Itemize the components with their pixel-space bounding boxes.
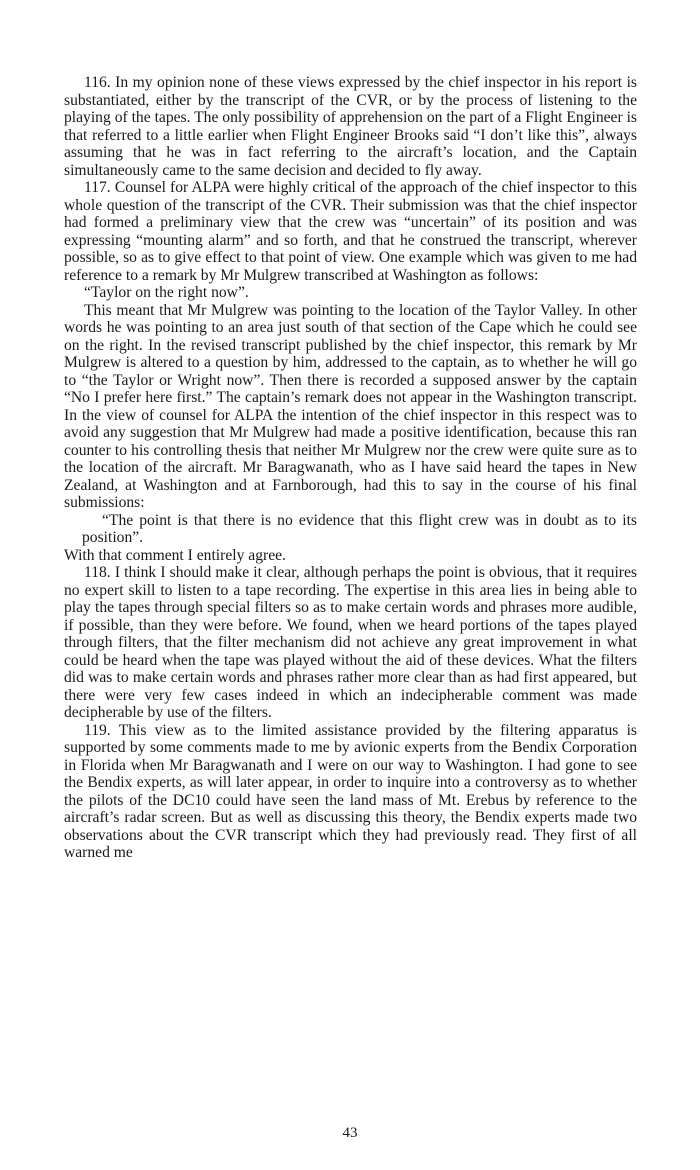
page-number: 43 <box>342 1125 358 1141</box>
paragraph-agreement: With that comment I entirely agree. <box>64 546 286 564</box>
paragraph-116: 116. In my opinion none of these views expressed by the chief inspector in his report is substantiated, either by the transcript of the CVR, or by the process of listening to the playing of the tapes. The only possibility of apprehension on the part of a Flight Engineer is that referred to a little earlier when Flight Engineer Brooks said “I don’t like this”, always assuming that he was in fact referring to the aircraft’s location, and the Captain simultaneously came to the same decision and decided to fly away. <box>64 74 637 179</box>
quote-baragwanath: “The point is that there is no evidence that this flight crew was in doubt as to its position”. <box>82 511 637 546</box>
paragraph-118: 118. I think I should make it clear, although perhaps the point is obvious, that it requires no expert skill to listen to a tape recording. The expertise in this area lies in being able to play the tapes through special filters so as to make certain words and phrases more audible, if possible, than they were before. We found, when we heard portions of the tapes played through filters, that the filter mechanism did not achieve any great improvement in what could be heard when the tape was played without the aid of these devices. What the filters did was to make certain words and phrases rather more clear than as had first appeared, but there were very few cases indeed in which an indecipherable comment was made decipherable by use of the filters. <box>64 564 637 721</box>
paragraph-117: 117. Counsel for ALPA were highly critical of the approach of the chief inspector to this whole question of the transcript of the CVR. Their submission was that the chief inspector had formed a preliminary view that the crew was “uncertain” of its position and was expressing “mounting alarm” and so forth, and that he construed the transcript, wherever possible, so as to give effect to that point of view. One example which was given to me had reference to a remark by Mr Mulgrew transcribed at Washington as follows: <box>64 179 637 284</box>
quote-taylor: “Taylor on the right now”. <box>84 284 249 301</box>
paragraph-117-continued: This meant that Mr Mulgrew was pointing to the location of the Taylor Valley. In other words he was pointing to an area just south of that section of the Cape which he could see on the right. In the revised transcript published by the chief inspector, this remark by Mr Mulgrew is altered to a question by him, addressed to the captain, as to whether he will go to “the Taylor or Wright now”. Then there is recorded a supposed answer by the captain “No I prefer here first.” The captain’s remark does not appear in the Washington transcript. In the view of counsel for ALPA the intention of the chief inspector in this respect was to avoid any suggestion that Mr Mulgrew had made a positive identification, because this ran counter to his controlling thesis that neither Mr Mulgrew nor the crew were quite sure as to the location of the aircraft. Mr Baragwanath, who as I have said heard the tapes in New Zealand, at Washington and at Farnborough, had this to say in the course of his final submissions: <box>64 301 637 511</box>
paragraph-119: 119. This view as to the limited assistance provided by the filtering apparatus is supported by some comments made to me by avionic experts from the Bendix Corporation in Florida when Mr Baragwanath and I were on our way to Washington. I had gone to see the Bendix experts, as will later appear, in order to inquire into a controversy as to whether the pilots of the DC10 could have seen the land mass of Mt. Erebus by reference to the aircraft’s radar screen. But as well as discussing this theory, the Bendix experts made two observations about the CVR transcript which they had previously read. They first of all warned me <box>64 721 637 861</box>
